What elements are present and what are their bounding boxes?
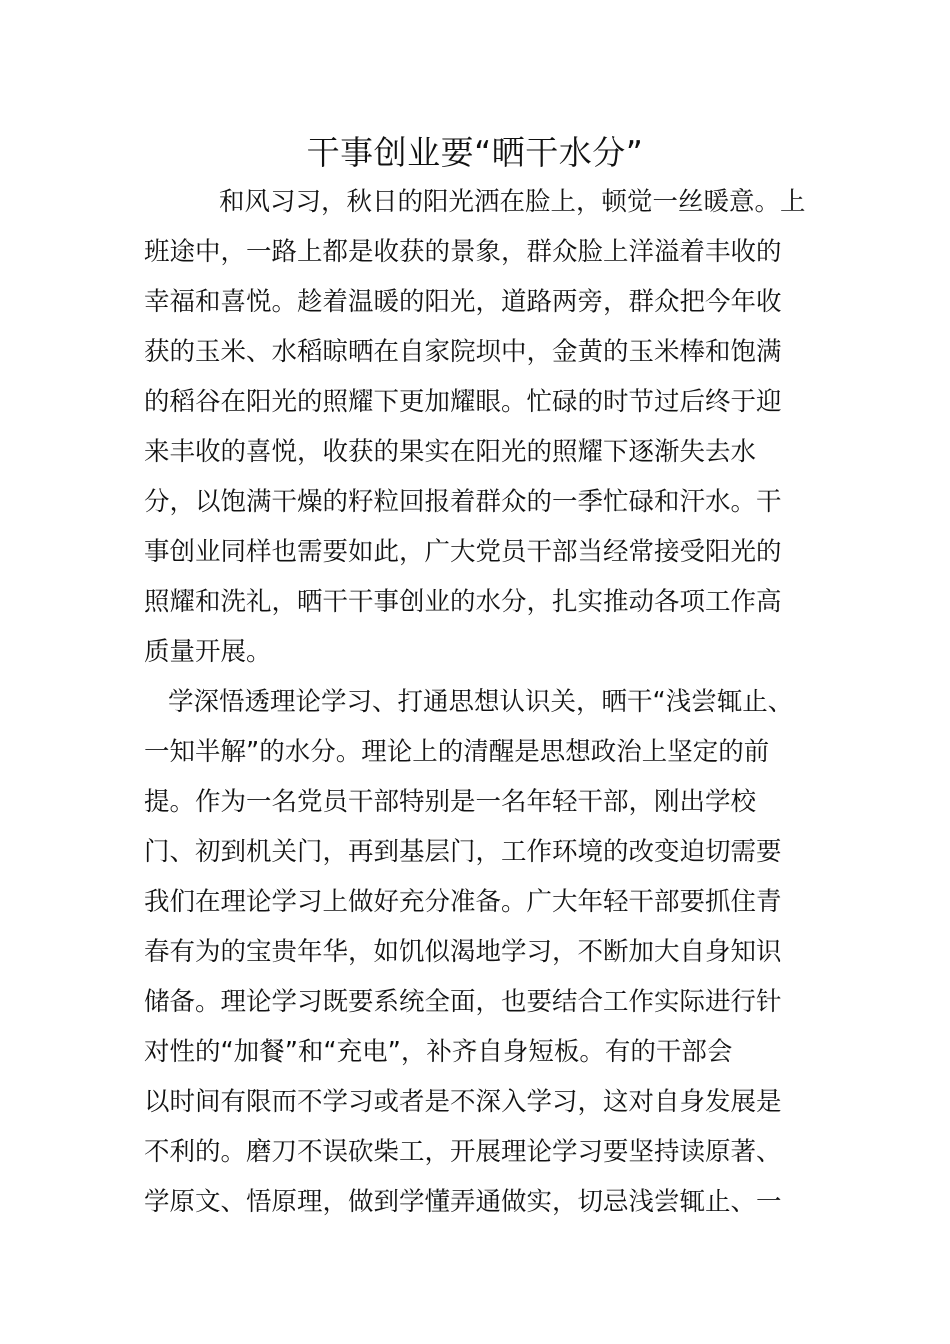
paragraph-line: 事创业同样也需要如此，广大党员干部当经常接受阳光的 bbox=[144, 537, 782, 567]
paragraph-line: 照耀和洗礼，晒干干事创业的水分，扎实推动各项工作高 bbox=[144, 587, 782, 617]
document-title: 干事创业要“晒干水分” bbox=[306, 133, 644, 172]
paragraph-line: 和风习习，秋日的阳光洒在脸上，顿觉一丝暖意。上 bbox=[219, 187, 806, 217]
paragraph-line: 学深悟透理论学习、打通思想认识关，晒干“浅尝辄止、 bbox=[168, 687, 794, 717]
paragraph-line: 幸福和喜悦。趁着温暖的阳光，道路两旁，群众把今年收 bbox=[144, 287, 782, 317]
document-body bbox=[144, 177, 809, 1227]
paragraph-line: 春有为的宝贵年华，如饥似渴地学习，不断加大自身知识 bbox=[144, 937, 782, 967]
paragraph-line: 分，以饱满干燥的籽粒回报着群众的一季忙碌和汗水。干 bbox=[144, 487, 782, 517]
paragraph-1 bbox=[144, 177, 809, 677]
paragraph-line: 提。作为一名党员干部特别是一名年轻干部，刚出学校 bbox=[144, 787, 757, 817]
paragraph-line: 门、初到机关门，再到基层门，工作环境的改变迫切需要 bbox=[144, 837, 782, 867]
paragraph-line: 储备。理论学习既要系统全面，也要结合工作实际进行针 bbox=[144, 987, 782, 1017]
paragraph-line: 以时间有限而不学习或者是不深入学习，这对自身发展是 bbox=[144, 1087, 782, 1117]
paragraph-line: 质量开展。 bbox=[144, 637, 272, 667]
paragraph-line: 获的玉米、水稻晾晒在自家院坝中，金黄的玉米棒和饱满 bbox=[144, 337, 782, 367]
paragraph-line: 学原文、悟原理，做到学懂弄通做实，切忌浅尝辄止、一 bbox=[144, 1187, 782, 1217]
paragraph-line: 不利的。磨刀不误砍柴工，开展理论学习要坚持读原著、 bbox=[144, 1137, 782, 1167]
paragraph-line: 来丰收的喜悦，收获的果实在阳光的照耀下逐渐失去水 bbox=[144, 437, 757, 467]
paragraph-line: 对性的“加餐”和“充电”，补齐自身短板。有的干部会 bbox=[144, 1037, 733, 1067]
paragraph-line: 我们在理论学习上做好充分准备。广大年轻干部要抓住青 bbox=[144, 887, 782, 917]
paragraph-line: 一知半解”的水分。理论上的清醒是思想政治上坚定的前 bbox=[144, 737, 770, 767]
paragraph-line: 的稻谷在阳光的照耀下更加耀眼。忙碌的时节过后终于迎 bbox=[144, 387, 782, 417]
paragraph-line: 班途中，一路上都是收获的景象，群众脸上洋溢着丰收的 bbox=[144, 237, 782, 267]
paragraph-2 bbox=[144, 677, 809, 1227]
